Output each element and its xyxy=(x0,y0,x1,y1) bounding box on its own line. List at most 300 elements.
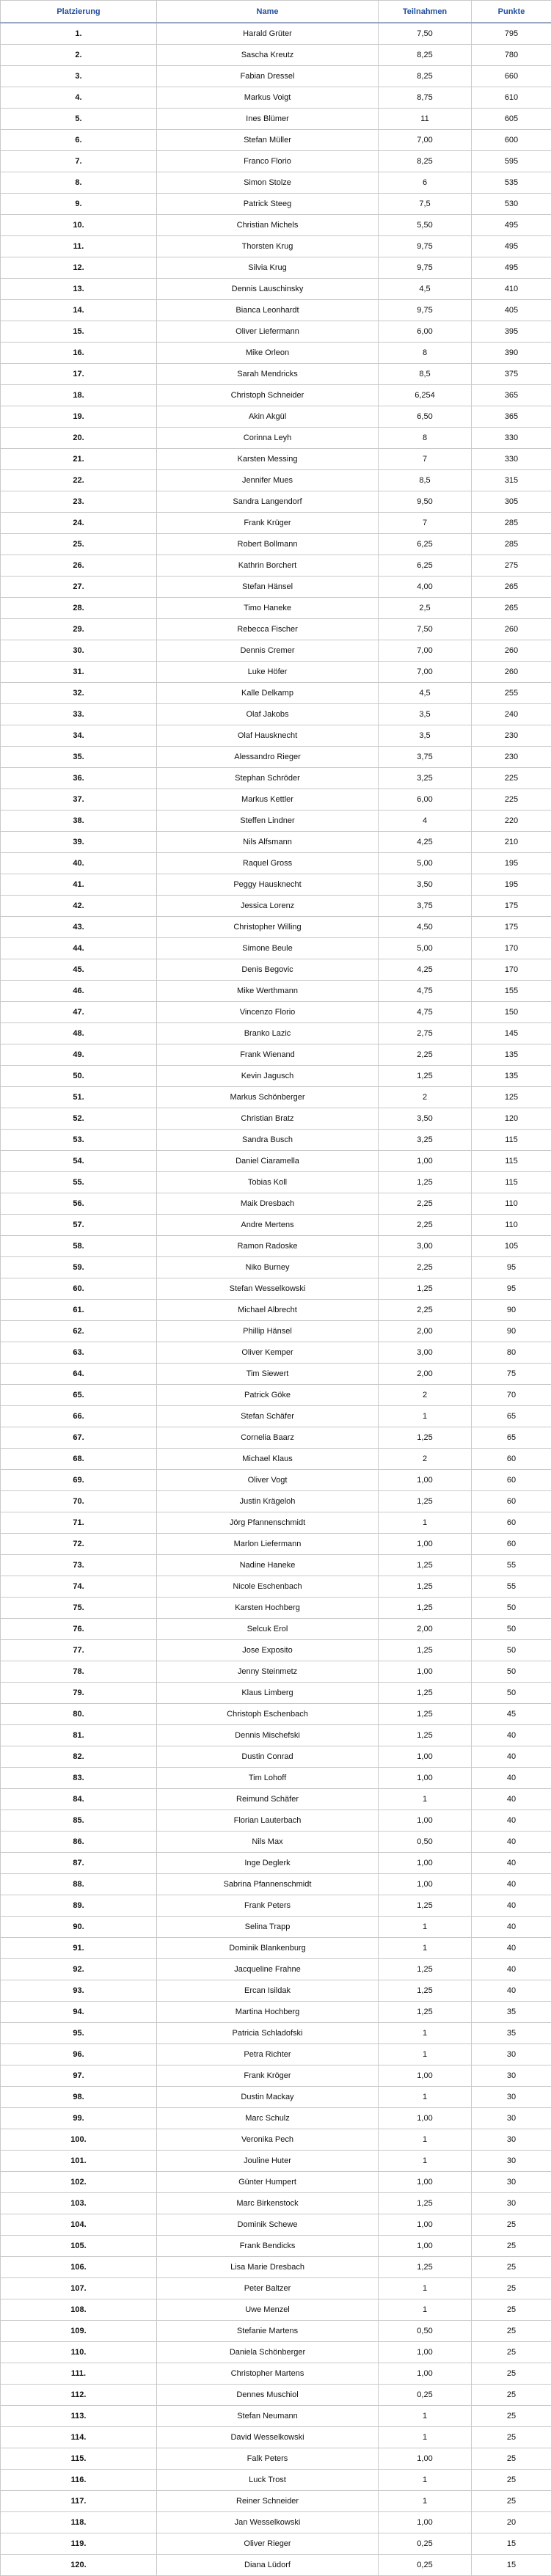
points-cell: 40 xyxy=(472,1725,551,1746)
participations-cell: 4,75 xyxy=(379,981,472,1002)
rank-cell: 40. xyxy=(1,853,157,874)
table-row xyxy=(1,853,551,874)
table-row xyxy=(1,2108,551,2129)
rank-cell: 58. xyxy=(1,1236,157,1257)
name-cell: Dominik Schewe xyxy=(157,2214,379,2236)
participations-cell: 1,00 xyxy=(379,1661,472,1683)
participations-cell: 1,25 xyxy=(379,1598,472,1619)
table-row xyxy=(1,449,551,470)
rank-cell: 49. xyxy=(1,1044,157,1066)
participations-cell: 1,00 xyxy=(379,1470,472,1491)
table-row xyxy=(1,832,551,853)
rank-cell: 83. xyxy=(1,1768,157,1789)
rank-cell: 43. xyxy=(1,917,157,938)
name-cell: Nicole Eschenbach xyxy=(157,1576,379,1598)
table-row xyxy=(1,2491,551,2512)
rank-cell: 26. xyxy=(1,555,157,577)
points-cell: 35 xyxy=(472,2002,551,2023)
header-name: Name xyxy=(157,1,379,23)
rank-cell: 37. xyxy=(1,789,157,811)
name-cell: Denis Begovic xyxy=(157,959,379,981)
rank-cell: 80. xyxy=(1,1704,157,1725)
points-cell: 125 xyxy=(472,1087,551,1108)
rank-cell: 19. xyxy=(1,406,157,428)
table-row xyxy=(1,2065,551,2087)
name-cell: Stefan Müller xyxy=(157,130,379,151)
name-cell: Oliver Vogt xyxy=(157,1470,379,1491)
rank-cell: 98. xyxy=(1,2087,157,2108)
name-cell: Branko Lazic xyxy=(157,1023,379,1044)
name-cell: Silvia Krug xyxy=(157,257,379,279)
rank-cell: 41. xyxy=(1,874,157,896)
points-cell: 45 xyxy=(472,1704,551,1725)
participations-cell: 1,00 xyxy=(379,1810,472,1832)
points-cell: 60 xyxy=(472,1449,551,1470)
participations-cell: 2 xyxy=(379,1087,472,1108)
name-cell: Kathrin Borchert xyxy=(157,555,379,577)
name-cell: Tim Lohoff xyxy=(157,1768,379,1789)
rank-cell: 30. xyxy=(1,640,157,662)
table-row xyxy=(1,1385,551,1406)
participations-cell: 4 xyxy=(379,811,472,832)
points-cell: 260 xyxy=(472,640,551,662)
participations-cell: 1,25 xyxy=(379,1640,472,1661)
points-cell: 605 xyxy=(472,109,551,130)
participations-cell: 3,75 xyxy=(379,747,472,768)
table-row xyxy=(1,2470,551,2491)
participations-cell: 1,25 xyxy=(379,1725,472,1746)
points-cell: 25 xyxy=(472,2299,551,2321)
participations-cell: 1,00 xyxy=(379,2363,472,2385)
participations-cell: 2,25 xyxy=(379,1044,472,1066)
points-cell: 40 xyxy=(472,1938,551,1959)
participations-cell: 8,75 xyxy=(379,87,472,109)
points-cell: 60 xyxy=(472,1470,551,1491)
name-cell: Martina Hochberg xyxy=(157,2002,379,2023)
table-row xyxy=(1,1746,551,1768)
participations-cell: 5,50 xyxy=(379,215,472,236)
points-cell: 225 xyxy=(472,789,551,811)
table-row xyxy=(1,917,551,938)
rank-cell: 38. xyxy=(1,811,157,832)
points-cell: 25 xyxy=(472,2321,551,2342)
participations-cell: 7,00 xyxy=(379,640,472,662)
participations-cell: 4,50 xyxy=(379,917,472,938)
rank-cell: 96. xyxy=(1,2044,157,2065)
participations-cell: 2,00 xyxy=(379,1619,472,1640)
table-row xyxy=(1,513,551,534)
points-cell: 40 xyxy=(472,1874,551,1895)
participations-cell: 7,50 xyxy=(379,23,472,45)
points-cell: 195 xyxy=(472,874,551,896)
table-row xyxy=(1,811,551,832)
rank-cell: 100. xyxy=(1,2129,157,2151)
points-cell: 495 xyxy=(472,257,551,279)
name-cell: Ramon Radoske xyxy=(157,1236,379,1257)
participations-cell: 2,5 xyxy=(379,598,472,619)
table-row xyxy=(1,215,551,236)
points-cell: 260 xyxy=(472,619,551,640)
rank-cell: 118. xyxy=(1,2512,157,2533)
rank-cell: 120. xyxy=(1,2555,157,2576)
points-cell: 40 xyxy=(472,1917,551,1938)
points-cell: 395 xyxy=(472,321,551,343)
rank-cell: 65. xyxy=(1,1385,157,1406)
points-cell: 40 xyxy=(472,1768,551,1789)
participations-cell: 3,75 xyxy=(379,896,472,917)
points-cell: 365 xyxy=(472,406,551,428)
rank-cell: 34. xyxy=(1,725,157,747)
points-cell: 410 xyxy=(472,279,551,300)
table-row xyxy=(1,364,551,385)
points-cell: 135 xyxy=(472,1044,551,1066)
points-cell: 230 xyxy=(472,725,551,747)
participations-cell: 8,25 xyxy=(379,45,472,66)
table-row xyxy=(1,1661,551,1683)
rank-cell: 70. xyxy=(1,1491,157,1512)
table-row xyxy=(1,1619,551,1640)
rank-cell: 93. xyxy=(1,1980,157,2002)
table-row xyxy=(1,789,551,811)
rank-cell: 114. xyxy=(1,2427,157,2448)
points-cell: 30 xyxy=(472,2065,551,2087)
participations-cell: 6,00 xyxy=(379,789,472,811)
name-cell: Dustin Conrad xyxy=(157,1746,379,1768)
rank-cell: 99. xyxy=(1,2108,157,2129)
table-row xyxy=(1,1193,551,1215)
points-cell: 175 xyxy=(472,917,551,938)
rank-cell: 9. xyxy=(1,194,157,215)
name-cell: Nadine Haneke xyxy=(157,1555,379,1576)
rank-cell: 12. xyxy=(1,257,157,279)
table-row xyxy=(1,640,551,662)
participations-cell: 3,00 xyxy=(379,1342,472,1364)
name-cell: Christoph Schneider xyxy=(157,385,379,406)
participations-cell: 1,25 xyxy=(379,2002,472,2023)
participations-cell: 1 xyxy=(379,1789,472,1810)
table-row xyxy=(1,1534,551,1555)
table-row xyxy=(1,1364,551,1385)
participations-cell: 2,25 xyxy=(379,1215,472,1236)
participations-cell: 0,50 xyxy=(379,1832,472,1853)
participations-cell: 9,75 xyxy=(379,300,472,321)
table-row xyxy=(1,321,551,343)
points-cell: 25 xyxy=(472,2278,551,2299)
rank-cell: 63. xyxy=(1,1342,157,1364)
table-row xyxy=(1,1853,551,1874)
table-row xyxy=(1,1725,551,1746)
points-cell: 210 xyxy=(472,832,551,853)
participations-cell: 1 xyxy=(379,2044,472,2065)
name-cell: Patrick Göke xyxy=(157,1385,379,1406)
rank-cell: 103. xyxy=(1,2193,157,2214)
name-cell: Ercan Isildak xyxy=(157,1980,379,2002)
name-cell: Jörg Pfannenschmidt xyxy=(157,1512,379,1534)
rank-cell: 67. xyxy=(1,1427,157,1449)
points-cell: 30 xyxy=(472,2108,551,2129)
points-cell: 65 xyxy=(472,1427,551,1449)
points-cell: 110 xyxy=(472,1193,551,1215)
rank-cell: 27. xyxy=(1,577,157,598)
table-row xyxy=(1,1406,551,1427)
ranking-body xyxy=(1,23,551,2576)
points-cell: 25 xyxy=(472,2236,551,2257)
table-row xyxy=(1,470,551,491)
rank-cell: 42. xyxy=(1,896,157,917)
participations-cell: 1 xyxy=(379,2129,472,2151)
points-cell: 30 xyxy=(472,2151,551,2172)
points-cell: 175 xyxy=(472,896,551,917)
table-row xyxy=(1,1087,551,1108)
rank-cell: 77. xyxy=(1,1640,157,1661)
table-row xyxy=(1,725,551,747)
table-row xyxy=(1,1640,551,1661)
participations-cell: 1,00 xyxy=(379,1746,472,1768)
participations-cell: 3,25 xyxy=(379,768,472,789)
table-row xyxy=(1,385,551,406)
table-row xyxy=(1,1832,551,1853)
participations-cell: 3,5 xyxy=(379,704,472,725)
rank-cell: 55. xyxy=(1,1172,157,1193)
rank-cell: 82. xyxy=(1,1746,157,1768)
name-cell: Phillip Hänsel xyxy=(157,1321,379,1342)
name-cell: Uwe Menzel xyxy=(157,2299,379,2321)
participations-cell: 2,75 xyxy=(379,1023,472,1044)
participations-cell: 1,25 xyxy=(379,1427,472,1449)
rank-cell: 94. xyxy=(1,2002,157,2023)
name-cell: Franco Florio xyxy=(157,151,379,172)
participations-cell: 2,00 xyxy=(379,1321,472,1342)
table-row xyxy=(1,23,551,45)
rank-cell: 16. xyxy=(1,343,157,364)
rank-cell: 56. xyxy=(1,1193,157,1215)
table-row xyxy=(1,1683,551,1704)
points-cell: 195 xyxy=(472,853,551,874)
participations-cell: 1 xyxy=(379,2023,472,2044)
name-cell: Oliver Rieger xyxy=(157,2533,379,2555)
table-row xyxy=(1,130,551,151)
rank-cell: 11. xyxy=(1,236,157,257)
points-cell: 65 xyxy=(472,1406,551,1427)
participations-cell: 1,00 xyxy=(379,2512,472,2533)
participations-cell: 1,25 xyxy=(379,1704,472,1725)
participations-cell: 2,25 xyxy=(379,1300,472,1321)
rank-cell: 24. xyxy=(1,513,157,534)
name-cell: Dustin Mackay xyxy=(157,2087,379,2108)
points-cell: 780 xyxy=(472,45,551,66)
name-cell: Stephan Schröder xyxy=(157,768,379,789)
table-row xyxy=(1,2087,551,2108)
name-cell: Karsten Messing xyxy=(157,449,379,470)
table-row xyxy=(1,45,551,66)
table-row xyxy=(1,1512,551,1534)
participations-cell: 1,25 xyxy=(379,1491,472,1512)
participations-cell: 4,5 xyxy=(379,683,472,704)
rank-cell: 52. xyxy=(1,1108,157,1130)
participations-cell: 1,25 xyxy=(379,1980,472,2002)
rank-cell: 87. xyxy=(1,1853,157,1874)
name-cell: Reimund Schäfer xyxy=(157,1789,379,1810)
table-row xyxy=(1,1768,551,1789)
rank-cell: 22. xyxy=(1,470,157,491)
participations-cell: 3,50 xyxy=(379,1108,472,1130)
participations-cell: 1,00 xyxy=(379,2108,472,2129)
name-cell: Oliver Liefermann xyxy=(157,321,379,343)
table-row xyxy=(1,1980,551,2002)
rank-cell: 35. xyxy=(1,747,157,768)
rank-cell: 48. xyxy=(1,1023,157,1044)
points-cell: 75 xyxy=(472,1364,551,1385)
points-cell: 20 xyxy=(472,2512,551,2533)
rank-cell: 64. xyxy=(1,1364,157,1385)
rank-cell: 21. xyxy=(1,449,157,470)
participations-cell: 1,00 xyxy=(379,1874,472,1895)
table-row xyxy=(1,2342,551,2363)
participations-cell: 1,00 xyxy=(379,2342,472,2363)
rank-cell: 91. xyxy=(1,1938,157,1959)
rank-cell: 95. xyxy=(1,2023,157,2044)
table-row xyxy=(1,1576,551,1598)
participations-cell: 1 xyxy=(379,2087,472,2108)
name-cell: Peter Baltzer xyxy=(157,2278,379,2299)
participations-cell: 1,00 xyxy=(379,2448,472,2470)
participations-cell: 1 xyxy=(379,1917,472,1938)
participations-cell: 1 xyxy=(379,2406,472,2427)
participations-cell: 1,25 xyxy=(379,1683,472,1704)
points-cell: 50 xyxy=(472,1598,551,1619)
table-row xyxy=(1,2193,551,2214)
table-row xyxy=(1,598,551,619)
participations-cell: 7,5 xyxy=(379,194,472,215)
name-cell: Raquel Gross xyxy=(157,853,379,874)
points-cell: 330 xyxy=(472,449,551,470)
participations-cell: 4,75 xyxy=(379,1002,472,1023)
points-cell: 25 xyxy=(472,2448,551,2470)
name-cell: Simon Stolze xyxy=(157,172,379,194)
name-cell: Harald Grüter xyxy=(157,23,379,45)
name-cell: Michael Albrecht xyxy=(157,1300,379,1321)
table-row xyxy=(1,1938,551,1959)
participations-cell: 1,25 xyxy=(379,1576,472,1598)
name-cell: Stefan Schäfer xyxy=(157,1406,379,1427)
table-row xyxy=(1,300,551,321)
points-cell: 115 xyxy=(472,1130,551,1151)
participations-cell: 8,25 xyxy=(379,66,472,87)
name-cell: David Wesselkowski xyxy=(157,2427,379,2448)
rank-cell: 4. xyxy=(1,87,157,109)
participations-cell: 2 xyxy=(379,1385,472,1406)
participations-cell: 8 xyxy=(379,428,472,449)
participations-cell: 1,00 xyxy=(379,1853,472,1874)
participations-cell: 1,00 xyxy=(379,1768,472,1789)
rank-cell: 18. xyxy=(1,385,157,406)
name-cell: Diana Lüdorf xyxy=(157,2555,379,2576)
name-cell: Reiner Schneider xyxy=(157,2491,379,2512)
participations-cell: 1,25 xyxy=(379,1959,472,1980)
table-row xyxy=(1,1704,551,1725)
participations-cell: 8,5 xyxy=(379,470,472,491)
name-cell: Alessandro Rieger xyxy=(157,747,379,768)
points-cell: 105 xyxy=(472,1236,551,1257)
table-row xyxy=(1,1236,551,1257)
table-row xyxy=(1,683,551,704)
participations-cell: 1,00 xyxy=(379,2065,472,2087)
name-cell: Jan Wesselkowski xyxy=(157,2512,379,2533)
table-row xyxy=(1,1917,551,1938)
points-cell: 50 xyxy=(472,1640,551,1661)
table-row xyxy=(1,1023,551,1044)
name-cell: Lisa Marie Dresbach xyxy=(157,2257,379,2278)
table-row xyxy=(1,2151,551,2172)
points-cell: 40 xyxy=(472,1853,551,1874)
points-cell: 80 xyxy=(472,1342,551,1364)
participations-cell: 6,25 xyxy=(379,555,472,577)
rank-cell: 32. xyxy=(1,683,157,704)
table-row xyxy=(1,1874,551,1895)
rank-cell: 107. xyxy=(1,2278,157,2299)
rank-cell: 39. xyxy=(1,832,157,853)
rank-cell: 29. xyxy=(1,619,157,640)
rank-cell: 14. xyxy=(1,300,157,321)
rank-cell: 2. xyxy=(1,45,157,66)
table-row xyxy=(1,1108,551,1130)
participations-cell: 0,50 xyxy=(379,2321,472,2342)
table-row xyxy=(1,151,551,172)
points-cell: 25 xyxy=(472,2363,551,2385)
participations-cell: 2,25 xyxy=(379,1257,472,1278)
participations-cell: 6,254 xyxy=(379,385,472,406)
name-cell: Marc Schulz xyxy=(157,2108,379,2129)
points-cell: 170 xyxy=(472,959,551,981)
points-cell: 150 xyxy=(472,1002,551,1023)
name-cell: Maik Dresbach xyxy=(157,1193,379,1215)
name-cell: Olaf Jakobs xyxy=(157,704,379,725)
participations-cell: 2 xyxy=(379,1449,472,1470)
rank-cell: 78. xyxy=(1,1661,157,1683)
header-points: Punkte xyxy=(472,1,551,23)
rank-cell: 36. xyxy=(1,768,157,789)
points-cell: 365 xyxy=(472,385,551,406)
name-cell: Florian Lauterbach xyxy=(157,1810,379,1832)
points-cell: 30 xyxy=(472,2193,551,2214)
rank-cell: 113. xyxy=(1,2406,157,2427)
table-row xyxy=(1,2023,551,2044)
participations-cell: 3,5 xyxy=(379,725,472,747)
participations-cell: 1 xyxy=(379,2470,472,2491)
participations-cell: 7 xyxy=(379,513,472,534)
participations-cell: 1,25 xyxy=(379,1895,472,1917)
table-row xyxy=(1,2427,551,2448)
points-cell: 145 xyxy=(472,1023,551,1044)
name-cell: Jose Exposito xyxy=(157,1640,379,1661)
name-cell: Markus Schönberger xyxy=(157,1087,379,1108)
points-cell: 70 xyxy=(472,1385,551,1406)
points-cell: 90 xyxy=(472,1321,551,1342)
points-cell: 405 xyxy=(472,300,551,321)
points-cell: 610 xyxy=(472,87,551,109)
participations-cell: 1,00 xyxy=(379,1151,472,1172)
name-cell: Dennes Muschiol xyxy=(157,2385,379,2406)
participations-cell: 1,25 xyxy=(379,2257,472,2278)
participations-cell: 1,25 xyxy=(379,1066,472,1087)
participations-cell: 1,25 xyxy=(379,1278,472,1300)
table-row xyxy=(1,1130,551,1151)
table-row xyxy=(1,2236,551,2257)
table-row xyxy=(1,236,551,257)
points-cell: 40 xyxy=(472,1810,551,1832)
participations-cell: 6,50 xyxy=(379,406,472,428)
points-cell: 495 xyxy=(472,215,551,236)
